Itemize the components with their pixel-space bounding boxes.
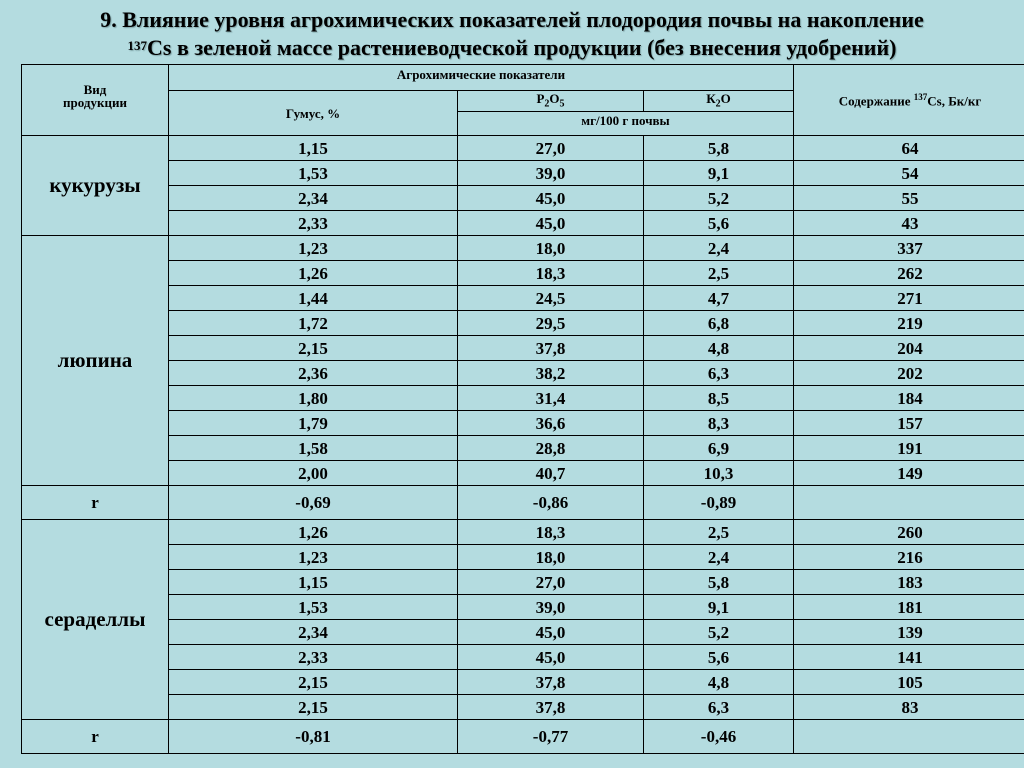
cell-cs137: 181 <box>794 595 1024 620</box>
header-p-mid: О <box>549 91 560 107</box>
cell-cs137: 202 <box>794 361 1024 386</box>
cell-p2o5: 39,0 <box>458 595 644 620</box>
correlation-label: r <box>22 486 169 520</box>
cell-gumus: 1,15 <box>169 136 458 161</box>
cell-cs137: 141 <box>794 645 1024 670</box>
cell-k2o: 5,6 <box>644 645 794 670</box>
correlation-gumus: -0,81 <box>169 720 458 754</box>
cell-gumus: 1,80 <box>169 386 458 411</box>
cell-k2o: 5,2 <box>644 620 794 645</box>
header-p-sub1: 2 <box>544 98 550 110</box>
cell-cs137: 64 <box>794 136 1024 161</box>
header-k-main: К <box>706 91 716 107</box>
cell-k2o: 2,5 <box>644 520 794 545</box>
cell-gumus: 2,00 <box>169 461 458 486</box>
correlation-p2o5: -0,86 <box>458 486 644 520</box>
header-cs-sup: 137 <box>913 91 928 102</box>
cell-p2o5: 18,3 <box>458 261 644 286</box>
correlation-gumus: -0,69 <box>169 486 458 520</box>
cell-gumus: 1,23 <box>169 236 458 261</box>
cell-p2o5: 27,0 <box>458 570 644 595</box>
cell-gumus: 1,23 <box>169 545 458 570</box>
cell-gumus: 1,26 <box>169 261 458 286</box>
cell-k2o: 5,6 <box>644 211 794 236</box>
cell-p2o5: 45,0 <box>458 186 644 211</box>
cell-k2o: 2,4 <box>644 236 794 261</box>
cell-p2o5: 18,3 <box>458 520 644 545</box>
cell-k2o: 6,3 <box>644 695 794 720</box>
cell-gumus: 2,36 <box>169 361 458 386</box>
cell-cs137: 105 <box>794 670 1024 695</box>
header-cs-pre: Содержание <box>838 93 914 109</box>
cell-k2o: 9,1 <box>644 161 794 186</box>
cell-cs137: 337 <box>794 236 1024 261</box>
header-cs-post: Cs, Бк/кг <box>927 93 982 109</box>
cell-k2o: 4,8 <box>644 670 794 695</box>
header-p-main: Р <box>536 91 545 107</box>
cell-p2o5: 18,0 <box>458 236 644 261</box>
table-row <box>22 261 1024 286</box>
table-row <box>22 545 1024 570</box>
title-line-2-text: Cs в зеленой массе растениеводческой продукции (без внесения удобрений) <box>147 35 897 60</box>
cell-gumus: 1,53 <box>169 595 458 620</box>
cell-p2o5: 37,8 <box>458 336 644 361</box>
title-line-2 <box>0 34 1024 62</box>
table-row <box>22 336 1024 361</box>
cell-p2o5: 38,2 <box>458 361 644 386</box>
cell-p2o5: 24,5 <box>458 286 644 311</box>
cell-k2o: 2,5 <box>644 261 794 286</box>
header-k-sub: 2 <box>715 98 721 110</box>
cell-k2o: 4,7 <box>644 286 794 311</box>
table-row <box>22 311 1024 336</box>
cell-gumus: 2,15 <box>169 695 458 720</box>
cell-k2o: 9,1 <box>644 595 794 620</box>
header-agro: Агрохимические показатели <box>169 65 794 91</box>
cell-cs137: 83 <box>794 695 1024 720</box>
cell-gumus: 1,53 <box>169 161 458 186</box>
correlation-cs137 <box>794 486 1024 520</box>
correlation-p2o5: -0,77 <box>458 720 644 754</box>
correlation-row <box>22 720 1024 754</box>
cell-p2o5: 18,0 <box>458 545 644 570</box>
cell-p2o5: 39,0 <box>458 161 644 186</box>
cell-gumus: 2,15 <box>169 336 458 361</box>
cell-cs137: 219 <box>794 311 1024 336</box>
product-name-seradelly: сераделлы <box>22 520 169 720</box>
table-row <box>22 620 1024 645</box>
cell-p2o5: 45,0 <box>458 620 644 645</box>
cell-gumus: 1,58 <box>169 436 458 461</box>
cell-p2o5: 40,7 <box>458 461 644 486</box>
table-row <box>22 520 1024 545</box>
cell-cs137: 55 <box>794 186 1024 211</box>
cell-k2o: 10,3 <box>644 461 794 486</box>
cell-cs137: 157 <box>794 411 1024 436</box>
header-p2o5 <box>458 91 644 112</box>
cell-cs137: 191 <box>794 436 1024 461</box>
correlation-label: r <box>22 720 169 754</box>
cell-cs137: 183 <box>794 570 1024 595</box>
cell-cs137: 204 <box>794 336 1024 361</box>
table-row <box>22 411 1024 436</box>
cell-p2o5: 29,5 <box>458 311 644 336</box>
correlation-k2o: -0,46 <box>644 720 794 754</box>
header-cs <box>794 65 1024 136</box>
header-k2o <box>644 91 794 112</box>
correlation-cs137 <box>794 720 1024 754</box>
cell-k2o: 6,8 <box>644 311 794 336</box>
table-row <box>22 695 1024 720</box>
title-isotope-sup: 137 <box>127 38 148 53</box>
header-vid-line-1: Вид <box>83 82 107 97</box>
cell-cs137: 262 <box>794 261 1024 286</box>
correlation-row <box>22 486 1024 520</box>
header-vid-line-2: продукции <box>63 95 127 110</box>
header-p-sub2: 5 <box>559 98 565 110</box>
table-row <box>22 161 1024 186</box>
cell-k2o: 6,9 <box>644 436 794 461</box>
slide-title <box>0 6 1024 62</box>
cell-cs137: 54 <box>794 161 1024 186</box>
table-row <box>22 361 1024 386</box>
table-row <box>22 595 1024 620</box>
cell-k2o: 5,8 <box>644 136 794 161</box>
cell-k2o: 5,2 <box>644 186 794 211</box>
cell-p2o5: 37,8 <box>458 670 644 695</box>
cell-k2o: 5,8 <box>644 570 794 595</box>
header-k-end: О <box>720 91 731 107</box>
title-line-1: 9. Влияние уровня агрохимических показателей плодородия почвы на накопление <box>100 7 924 32</box>
product-name-kukuruzy: кукурузы <box>22 136 169 236</box>
cell-cs137: 43 <box>794 211 1024 236</box>
table-row <box>22 461 1024 486</box>
cell-gumus: 2,15 <box>169 670 458 695</box>
cell-gumus: 2,33 <box>169 645 458 670</box>
cell-gumus: 1,15 <box>169 570 458 595</box>
cell-cs137: 216 <box>794 545 1024 570</box>
table-row <box>22 386 1024 411</box>
cell-p2o5: 36,6 <box>458 411 644 436</box>
cell-p2o5: 28,8 <box>458 436 644 461</box>
cell-gumus: 2,34 <box>169 620 458 645</box>
table-row <box>22 670 1024 695</box>
cell-k2o: 6,3 <box>644 361 794 386</box>
table-row <box>22 186 1024 211</box>
table-row <box>22 570 1024 595</box>
table-row <box>22 286 1024 311</box>
cell-gumus: 1,72 <box>169 311 458 336</box>
correlation-k2o: -0,89 <box>644 486 794 520</box>
cell-k2o: 2,4 <box>644 545 794 570</box>
cell-cs137: 184 <box>794 386 1024 411</box>
cell-k2o: 8,3 <box>644 411 794 436</box>
cell-p2o5: 37,8 <box>458 695 644 720</box>
product-name-lyupina: люпина <box>22 236 169 486</box>
cell-k2o: 4,8 <box>644 336 794 361</box>
header-units: мг/100 г почвы <box>458 112 794 136</box>
cell-gumus: 2,34 <box>169 186 458 211</box>
cell-p2o5: 27,0 <box>458 136 644 161</box>
cell-k2o: 8,5 <box>644 386 794 411</box>
cell-cs137: 149 <box>794 461 1024 486</box>
cell-cs137: 139 <box>794 620 1024 645</box>
table-row <box>22 645 1024 670</box>
table-row <box>22 211 1024 236</box>
cell-gumus: 1,26 <box>169 520 458 545</box>
header-gumus: Гумус, % <box>169 91 458 136</box>
cell-p2o5: 45,0 <box>458 211 644 236</box>
table-row <box>22 136 1024 161</box>
data-table <box>21 64 1024 754</box>
cell-gumus: 1,44 <box>169 286 458 311</box>
table-row <box>22 236 1024 261</box>
cell-gumus: 2,33 <box>169 211 458 236</box>
cell-cs137: 260 <box>794 520 1024 545</box>
table-row <box>22 436 1024 461</box>
cell-gumus: 1,79 <box>169 411 458 436</box>
cell-cs137: 271 <box>794 286 1024 311</box>
cell-p2o5: 31,4 <box>458 386 644 411</box>
cell-p2o5: 45,0 <box>458 645 644 670</box>
header-vid <box>22 65 169 136</box>
